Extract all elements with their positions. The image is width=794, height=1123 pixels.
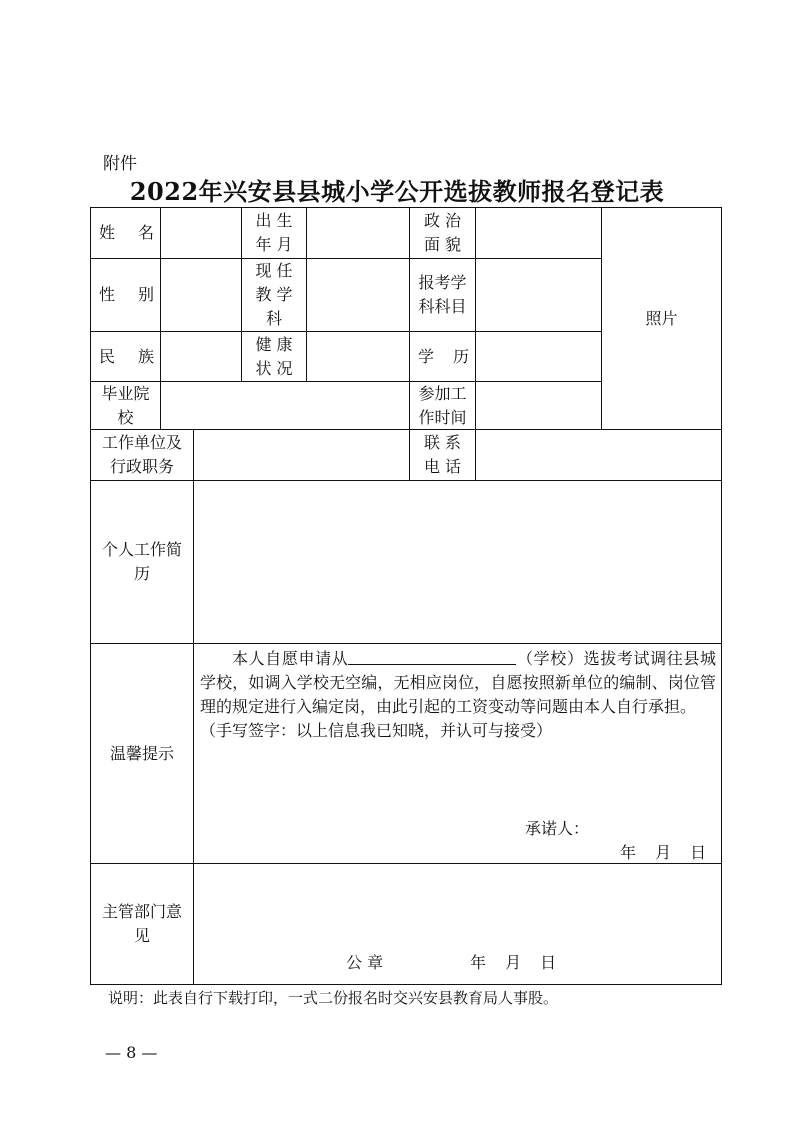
- gender-label: 性 别: [99, 285, 154, 304]
- current-subject-field[interactable]: [307, 259, 409, 331]
- form-title: 2022年兴安县县城小学公开选拔教师报名登记表: [129, 177, 665, 206]
- health-field[interactable]: [307, 332, 409, 381]
- page-number: — 8 —: [105, 1043, 158, 1062]
- dept-opinion-label: 主管部门意 见: [101, 902, 182, 945]
- education-label: 学 历: [418, 346, 469, 366]
- phone-label: 联 系 电 话: [423, 433, 462, 476]
- political-status-label: 政 治 面 貌: [423, 211, 462, 254]
- attachment-label: 附件: [103, 154, 137, 174]
- phone-field[interactable]: [476, 430, 721, 480]
- work-resume-label: 个人工作简 历: [101, 540, 182, 583]
- current-subject-label: 现 任 教 学 科: [255, 261, 293, 328]
- exam-subject-label: 报考学 科科目: [418, 273, 467, 316]
- photo-box[interactable]: 照片: [645, 308, 678, 328]
- graduated-school-field[interactable]: [161, 382, 409, 429]
- dept-date: 年 月 日: [470, 953, 557, 972]
- exam-subject-field[interactable]: [476, 259, 601, 331]
- employer-position-field[interactable]: [194, 430, 409, 480]
- birth-date-label: 出 生 年 月: [255, 211, 293, 254]
- gender-field[interactable]: [161, 259, 241, 331]
- birth-date-field[interactable]: [307, 208, 409, 258]
- pledge-date: 年 月 日: [620, 843, 707, 862]
- promisor-signature-label[interactable]: 承诺人：: [525, 819, 590, 838]
- reminder-label: 温馨提示: [109, 743, 174, 763]
- pledge-suffix: （学校）选拔考试调往县城学校，如调入学校无空编，无相应岗位，自愿按照新单位的编制、岗位管理的规定进行入编定岗，由此引起的工资变动等问题由本人自行承担。: [200, 649, 716, 716]
- ethnicity-label: 民 族: [99, 346, 154, 366]
- name-label-chars: 姓 名: [99, 223, 154, 242]
- pledge-prefix: 本人自愿申请从: [232, 649, 349, 668]
- form-note: 说明：此表自行下载打印，一式二份报名时交兴安县教育局人事股。: [108, 989, 559, 1007]
- official-seal-label: 公 章: [346, 953, 384, 972]
- name-field[interactable]: [161, 208, 241, 258]
- graduated-school-label: 毕业院 校: [101, 383, 150, 427]
- ethnicity-field[interactable]: [161, 332, 241, 381]
- signature-note: （手写签字：以上信息我已知晓，并认可与接受）: [200, 721, 553, 740]
- political-status-field[interactable]: [476, 208, 601, 258]
- dept-opinion-field[interactable]: [194, 864, 721, 944]
- work-start-label: 参加工 作时间: [418, 383, 467, 427]
- school-blank-field[interactable]: [348, 646, 516, 665]
- health-label: 健 康 状 况: [255, 334, 293, 378]
- pledge-text: [200, 646, 716, 743]
- education-field[interactable]: [476, 332, 601, 381]
- employer-position-label: 工作单位及 行政职务: [101, 433, 182, 476]
- work-start-field[interactable]: [476, 382, 601, 429]
- work-resume-field[interactable]: [194, 481, 721, 643]
